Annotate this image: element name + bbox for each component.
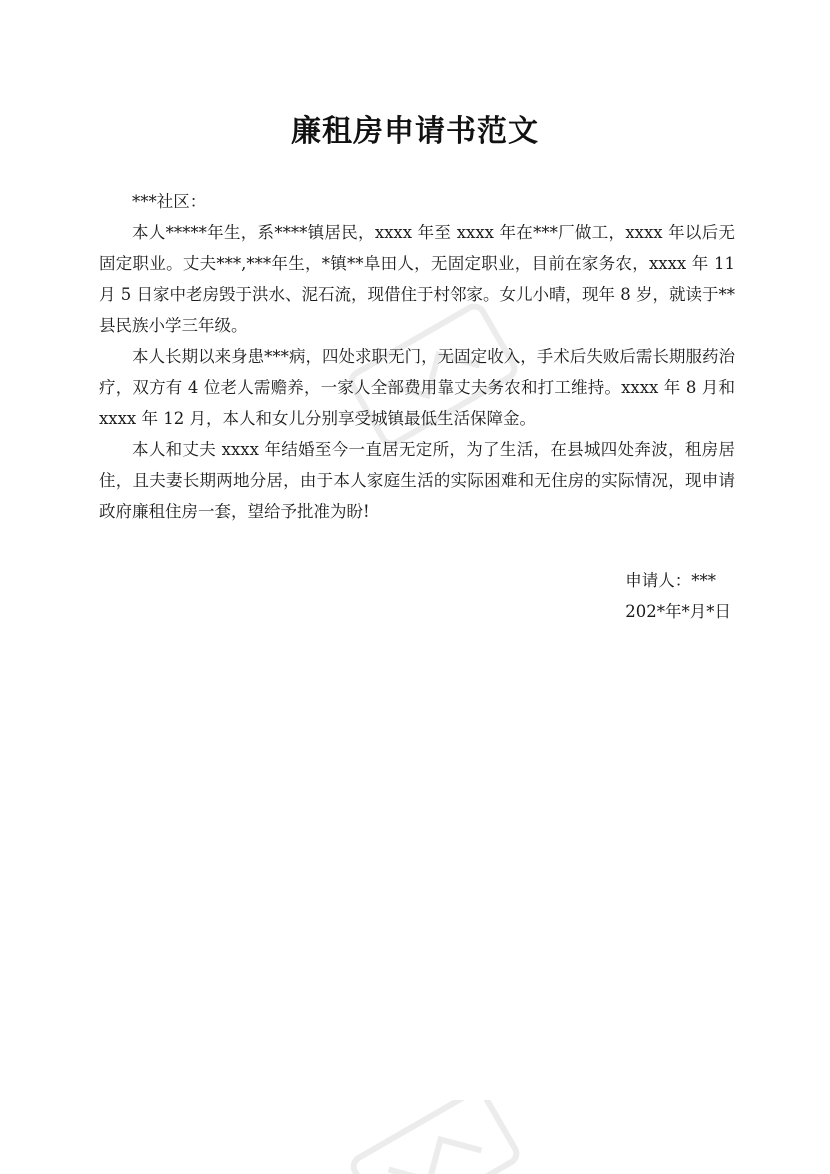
salutation: ***社区：	[132, 192, 207, 211]
watermark-logo-bottom	[320, 1100, 550, 1174]
applicant-line: 申请人：***	[625, 571, 716, 590]
letter-body	[99, 186, 735, 527]
document-title: 廉租房申请书范文	[291, 114, 539, 149]
paragraph-personal-info: 本人*****年生，系****镇居民，xxxx 年至 xxxx 年在***厂做工，xxxx 年以后无固定职业。丈夫***,***年生，*镇**阜田人，无固定职业，目前在家务农，xxxx 年 11 月 5 日家中老房毁于洪水、泥石流，现借住于村邻家。女儿小晴，现年 8 岁，就读于**县民族小学三年级。	[99, 223, 735, 335]
signature-block	[625, 565, 731, 627]
paragraph-health-finances: 本人长期以来身患***病，四处求职无门，无固定收入，手术后失败后需长期服药治疗，双方有 4 位老人需赡养，一家人全部费用靠丈夫务农和打工维持。xxxx 年 8 月和 xxxx 年 12 月，本人和女儿分别享受城镇最低生活保障金。	[99, 347, 735, 428]
paragraph-housing-request: 本人和丈夫 xxxx 年结婚至今一直居无定所，为了生活，在县城四处奔波，租房居住，且夫妻长期两地分居，由于本人家庭生活的实际困难和无住房的实际情况，现申请政府廉租住房一套，望给予批准为盼!	[99, 440, 735, 521]
date-line: 202*年*月*日	[625, 602, 731, 621]
